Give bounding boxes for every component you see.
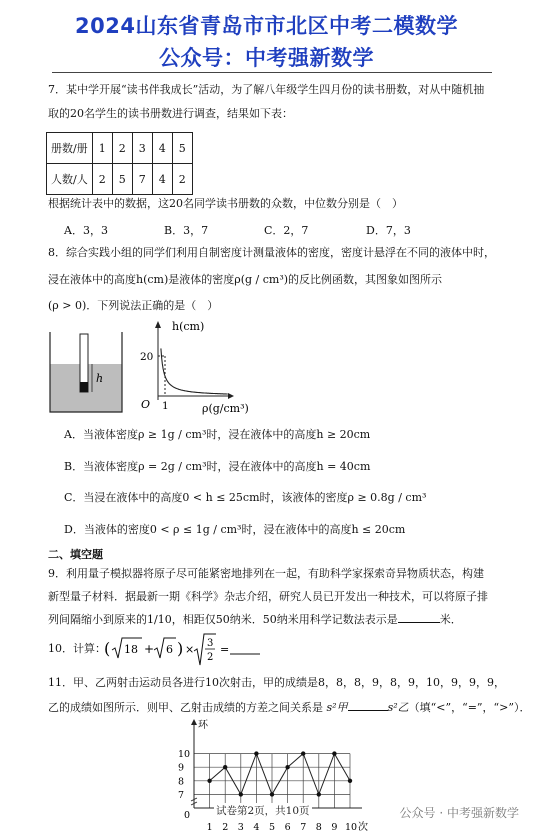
table-cell: 5 (112, 164, 132, 195)
origin-label: O (141, 398, 151, 411)
table-cell: 4 (152, 164, 172, 195)
x-tick-label: 1 (206, 822, 213, 833)
data-point (207, 779, 211, 783)
table-cell: 册数/册 (47, 133, 93, 164)
x-tick-label: 9 (331, 822, 338, 833)
x-tick-label: 3 (237, 822, 244, 833)
q10-equals: = (220, 643, 230, 656)
y-tick-label: 8 (178, 776, 185, 788)
radicand-18: 18 (124, 643, 138, 656)
page-footer: 试卷第2页，共10页 (216, 805, 310, 817)
svg-text:+: + (144, 642, 155, 656)
table-cell: 7 (132, 164, 152, 195)
q9-answer-blank[interactable] (398, 612, 440, 623)
svg-text:×: × (185, 643, 195, 656)
beaker-figure (46, 330, 128, 416)
series-line (210, 754, 350, 795)
y-tick-20: 20 (140, 351, 154, 363)
table-cell: 2 (172, 164, 192, 195)
q9-line3-text: 列间隔缩小到原来的1/10，相距仅50纳米．50纳米用科学记数法表示是 (48, 613, 398, 626)
q9-line1: 9．利用量子模拟器将原子尽可能紧密地排列在一起，有助科学家探索奇异物质状态，构建 (48, 567, 484, 580)
header-subtitle: 公众号：中考强新数学 (159, 46, 374, 70)
radicand-6: 6 (166, 643, 173, 656)
x-axis-arrow (228, 393, 234, 399)
header-title: 2024山东省青岛市市北区中考二模数学 (75, 14, 458, 38)
origin-label: 0 (184, 810, 191, 821)
y-axis-arrow (155, 321, 161, 328)
data-point (301, 751, 305, 755)
y-axis-label: h(cm) (172, 320, 205, 333)
x-tick-label: 8 (315, 822, 322, 833)
y-axis-label: 环 (198, 720, 208, 731)
table-cell: 2 (112, 133, 132, 164)
q7-question: 根据统计表中的数据，这20名同学读书册数的众数，中位数分别是（ ） (48, 197, 403, 210)
q8-line2: 浸在液体中的高度h(cm)是液体的密度ρ(g / cm³)的反比例函数，其图象如图所示 (48, 273, 443, 286)
chart-grid (194, 754, 350, 808)
watermark: 公众号 · 中考强新数学 (399, 806, 519, 820)
q11-line2-text: 乙的成绩如图所示．则甲、乙射击成绩的方差之间关系是 (48, 701, 323, 714)
q9-line3 (48, 612, 462, 627)
q11-line1: 11．甲、乙两射击运动员各进行10次射击，甲的成绩是8，8，8，9，8，9，10，9，9，9， (48, 676, 505, 689)
q11-answer-blank[interactable] (348, 700, 388, 711)
q11-line-chart (168, 716, 368, 837)
q8-option-b: B．当液体密度ρ = 2g / cm³时，浸在液体中的高度h = 40cm (64, 460, 371, 473)
y-axis-arrow (191, 719, 197, 725)
x-tick-label: 4 (253, 822, 260, 833)
chart-series (207, 751, 352, 796)
q8-option-d: D．当液体的密度0 < ρ ≤ 1g / cm³时，浸在液体中的高度h ≤ 20cm (64, 523, 406, 536)
data-point (285, 765, 289, 769)
table-cell: 2 (92, 164, 112, 195)
q7-option-d: D．7，3 (366, 224, 411, 237)
data-point (254, 751, 258, 755)
y-tick-label: 7 (178, 789, 185, 801)
q8-option-c: C．当浸在液体中的高度0 < h ≤ 25cm时，该液体的密度ρ ≥ 0.8g / cm³ (64, 491, 427, 504)
y-tick-label: 9 (178, 762, 185, 774)
q7-option-a: A．3，3 (64, 224, 108, 237)
table-cell: 人数/人 (47, 164, 93, 195)
x-tick-label: 2 (222, 822, 229, 833)
q11-line2-post: （填“<”，“=”，“>”）． (408, 701, 531, 714)
q9-unit: 米． (439, 613, 462, 626)
table-row (47, 133, 193, 164)
q11-line2 (48, 700, 531, 715)
data-point (332, 751, 336, 755)
data-point (348, 779, 352, 783)
s-yi: s²乙 (387, 701, 409, 714)
x-axis-label: ρ(g/cm³) (202, 402, 249, 415)
table-cell: 1 (92, 133, 112, 164)
data-point (239, 792, 243, 796)
header-divider (52, 72, 492, 73)
q8-option-a: A．当液体密度ρ ≥ 1g / cm³时，浸在液体中的高度h ≥ 20cm (64, 428, 371, 441)
frac-denominator: 2 (207, 652, 214, 663)
frac-numerator: 3 (207, 638, 214, 649)
data-point (317, 792, 321, 796)
section-title: 二、填空题 (48, 548, 103, 561)
hydrometer-weight (80, 382, 88, 392)
inverse-curve (161, 348, 228, 394)
x-tick-label: 6 (284, 822, 291, 833)
beaker-h-label: h (96, 372, 104, 385)
x-tick-label: 5 (269, 822, 276, 833)
x-tick-label: 10 (345, 822, 358, 833)
q7-line1: 7．某中学开展“读书伴我成长”活动，为了解八年级学生四月份的读书册数，对从中随机抽 (48, 83, 485, 96)
q7-table (46, 132, 193, 195)
q8-line3: (ρ > 0)．下列说法正确的是（ ） (48, 299, 219, 312)
data-point (223, 765, 227, 769)
x-tick-label: 7 (300, 822, 307, 833)
table-cell: 3 (132, 133, 152, 164)
data-point (270, 792, 274, 796)
q7-option-c: C．2，7 (264, 224, 309, 237)
s-jia: s²甲 (326, 701, 348, 714)
x-axis-label: 次 (358, 822, 368, 833)
q7-option-b: B．3，7 (164, 224, 209, 237)
svg-text:): ) (177, 639, 184, 658)
q7-line2: 取的20名学生的读书册数进行调查，结果如下表： (48, 107, 293, 120)
q10-prefix: 10．计算： (48, 642, 106, 655)
table-row (47, 164, 193, 195)
y-tick-label: 10 (178, 749, 191, 761)
table-cell: 4 (152, 133, 172, 164)
svg-text:(: ( (104, 639, 111, 658)
q10-expression (104, 632, 264, 668)
x-tick-1: 1 (162, 400, 169, 412)
q8-line1: 8．综合实践小组的同学们利用自制密度计测量液体的密度，密度计悬浮在不同的液体中时， (48, 246, 495, 259)
q9-line2: 新型量子材料．据最新一期《科学》杂志介绍，研究人员已开发出一种技术，可以将原子排 (48, 590, 488, 603)
inverse-graph (136, 316, 286, 422)
table-cell: 5 (172, 133, 192, 164)
